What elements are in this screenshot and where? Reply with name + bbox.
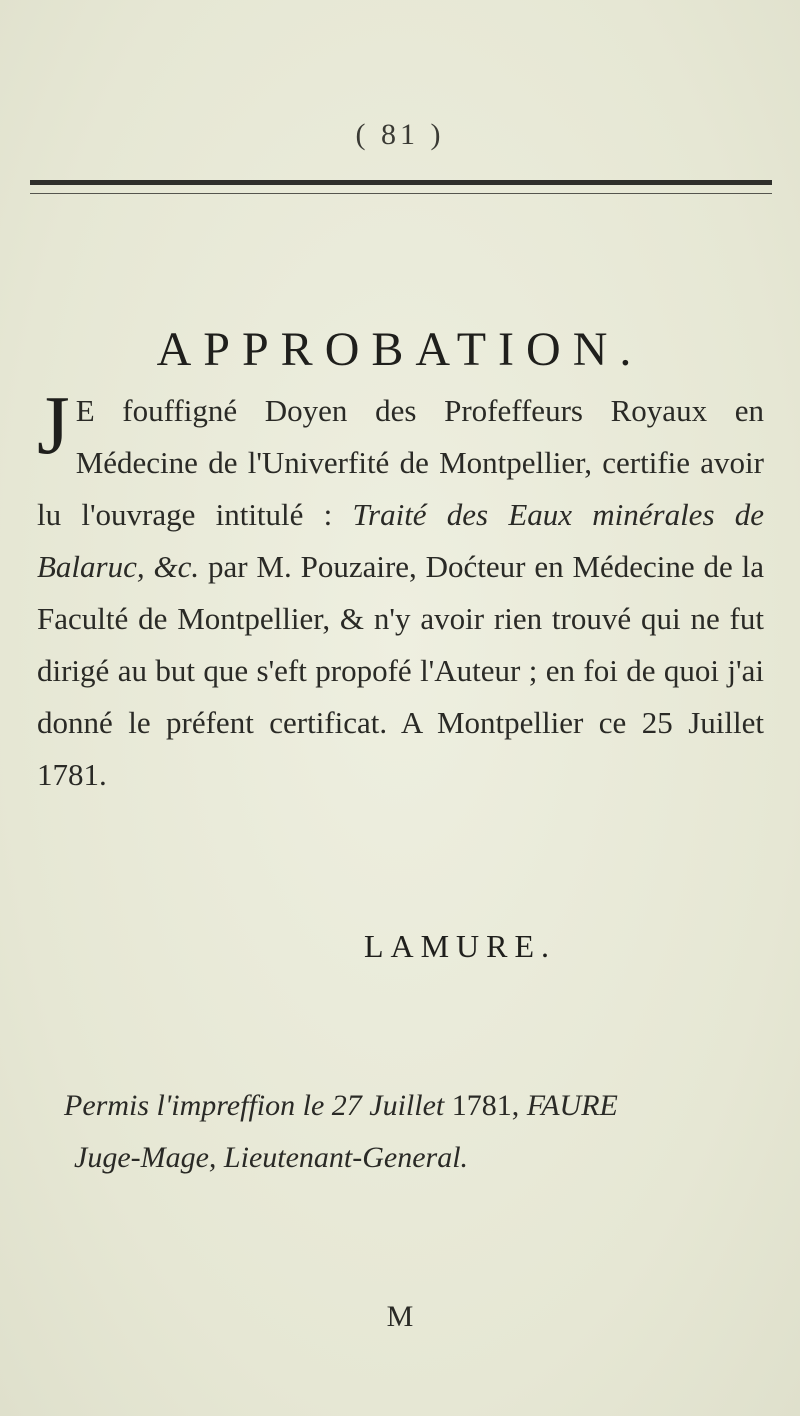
imprimatur-line-2: Juge-Mage, Lieutenant-General. (74, 1141, 469, 1174)
header-rule-thin (30, 193, 772, 194)
imprimatur-name: FAURE (526, 1089, 618, 1122)
paragraph-text-1: E fouffigné Doyen des Profeffeurs Royaux en Médecine de l'Univerfité de Montpellier, certifie avoir lu l'ouvrage intitulé : (37, 393, 764, 532)
work-title: Traité des Eaux minérales de Balaruc, &c. (37, 497, 764, 584)
signature-mark: M (386, 1300, 414, 1333)
page-number: ( 81 ) (355, 118, 445, 151)
approbation-paragraph (37, 379, 764, 801)
imprimatur-text: Permis l'impreffion le 27 Juillet (64, 1089, 445, 1122)
paragraph-text-2: par M. Pouzaire, Doćteur en Médecine de la Faculté de Montpellier, & n'y avoir rien trouvé qui ne fut dirigé au but que s'eft propofé l'Auteur ; en foi de quoi j'ai donné le préfent certificat. A Montpellier ce 25 Juillet 1781. (37, 549, 764, 792)
header-rule-thick (30, 180, 772, 185)
imprimatur-line-1 (64, 1080, 764, 1132)
page-title: APPROBATION. (156, 323, 644, 376)
signatory-name: LAMURE. (363, 928, 557, 964)
drop-cap: J (37, 379, 70, 472)
imprimatur-year: 1781, (444, 1089, 527, 1122)
imprimatur (64, 1080, 764, 1184)
